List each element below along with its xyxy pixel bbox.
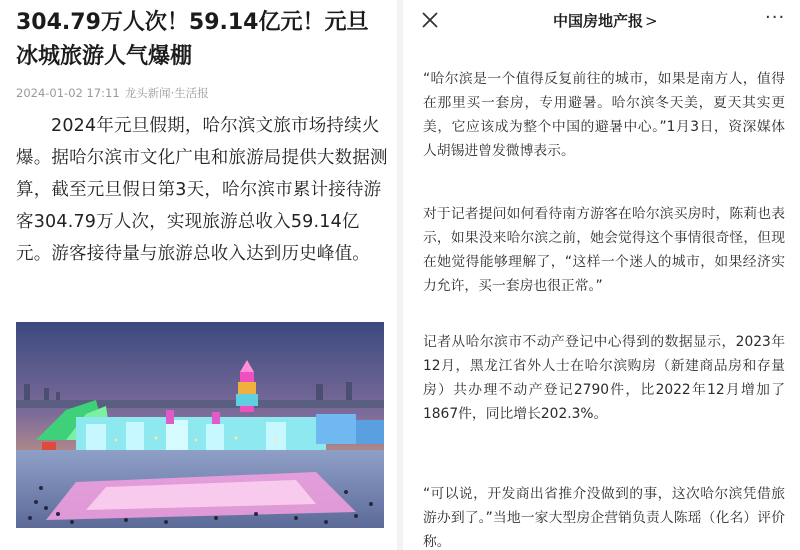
article-body: 2024年元旦假期，哈尔滨文旅市场持续火爆。据哈尔滨市文化广电和旅游局提供大数据测算，截至元旦假日第3天，哈尔滨市累计接待游客304.79万人次，实现旅游总收入59.14亿元。游客接待量与旅游总收入达到历史峰值。 — [16, 116, 388, 264]
paragraph: “可以说，开发商出省推介没做到的事，这次哈尔滨凭借旅游办到了。”当地一家大型房企营销负责人陈瑶（化名）评价称。 — [423, 486, 785, 550]
chevron-right-icon: > — [645, 12, 658, 30]
paragraph: 记者从哈尔滨市不动产登记中心得到的数据显示，2023年12月，黑龙江省外人士在哈尔滨购房（新建商品房和存量房）共办理不动产登记2790件，比2022年12月增加了1867件，同比增长202.3%。 — [423, 334, 785, 422]
left-article — [0, 0, 396, 550]
more-icon[interactable]: ··· — [765, 7, 786, 28]
paragraph: “哈尔滨是一个值得反复前往的城市，如果是南方人，值得在那里买一套房，专用避暑。哈尔滨冬天美，夏天其实更美，它应该成为整个中国的避暑中心。”1月3日，资深媒体人胡锡进曾发微博表示。 — [423, 71, 785, 159]
publish-date: 2024-01-02 17:11 — [16, 86, 120, 100]
article-source[interactable]: 龙头新闻·生活报 — [124, 86, 209, 100]
paragraph: 对于记者提问如何看待南方游客在哈尔滨买房时，陈莉也表示，如果没来哈尔滨之前，她会觉得这个事情很奇怪，但现在她觉得能够理解了，“这样一个迷人的城市，如果经济实力允许，买一套房也很正常。” — [423, 206, 785, 294]
account-name: 中国房地产报 — [553, 12, 644, 30]
top-bar — [403, 0, 800, 42]
ice-festival-photo — [16, 322, 384, 528]
account-name-link[interactable] — [553, 10, 658, 31]
right-article — [403, 0, 800, 550]
article-meta — [16, 85, 209, 101]
close-icon[interactable] — [419, 9, 441, 31]
article-headline: 304.79万人次！59.14亿元！元旦冰城旅游人气爆棚 — [16, 10, 369, 69]
